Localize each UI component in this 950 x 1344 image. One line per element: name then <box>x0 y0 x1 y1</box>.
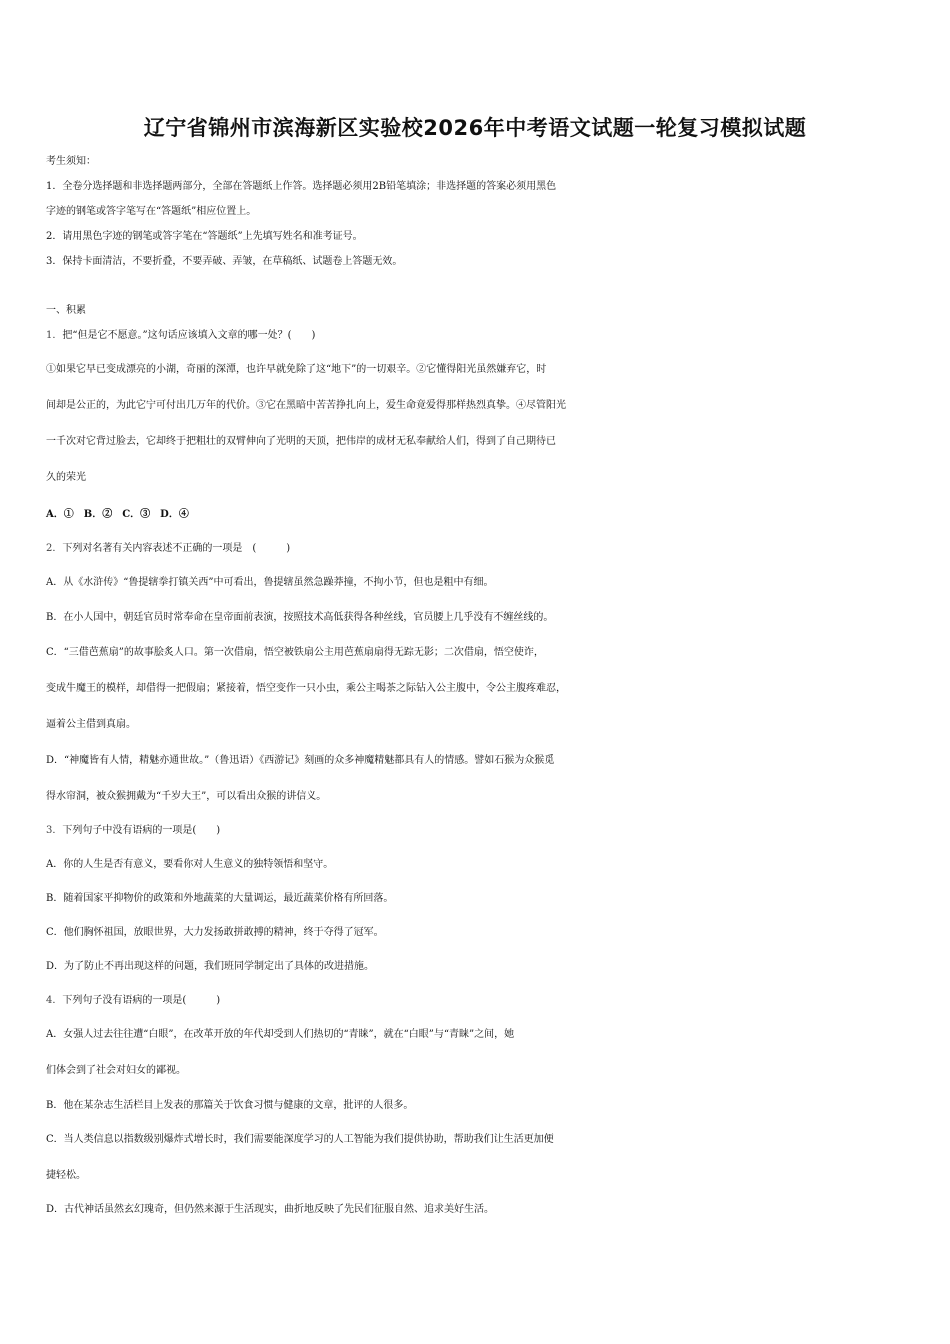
option-c: C．“三借芭蕉扇”的故事脍炙人口。第一次借扇，悟空被铁扇公主用芭蕉扇扇得无踪无影；二次借扇，悟空使诈， <box>46 647 544 658</box>
option-b: B．在小人国中，朝廷官员时常奉命在皇帝面前表演，按照技术高低获得各种丝线，官员腰上几乎没有不缠丝线的。 <box>46 612 554 623</box>
option-d: D．“神魔皆有人情，精魅亦通世故。”（鲁迅语）《西游记》刻画的众多神魔精魅都具有人的情感。譬如石猴为众猴觅 <box>46 755 555 766</box>
option-d: D．为了防止不再出现这样的问题，我们班同学制定出了具体的改进措施。 <box>46 961 375 972</box>
option-a: A．你的人生是否有意义，要看你对人生意义的独特领悟和坚守。 <box>46 859 334 870</box>
option-c-cont: 逼着公主借到真扇。 <box>46 719 136 730</box>
passage-line: 久的荣光 <box>46 472 86 483</box>
notice-heading: 考生须知： <box>46 156 96 167</box>
notice-line: 3．保持卡面清洁，不要折叠，不要弄破、弄皱，在草稿纸、试题卷上答题无效。 <box>46 256 403 267</box>
notice-line: 字迹的钢笔或答字笔写在“答题纸”相应位置上。 <box>46 206 257 217</box>
option-c: C．当人类信息以指数级别爆炸式增长时，我们需要能深度学习的人工智能为我们提供协助，帮助我们让生活更加便 <box>46 1134 554 1145</box>
page-title: 辽宁省锦州市滨海新区实验校2026年中考语文试题一轮复习模拟试题 <box>143 116 807 140</box>
option-d-cont: 得水帘洞，被众猴拥戴为“千岁大王”，可以看出众猴的讲信义。 <box>46 791 327 802</box>
notice-line: 1．全卷分选择题和非选择题两部分，全部在答题纸上作答。选择题必须用2B铅笔填涂；非选择题的答案必须用黑色 <box>46 181 557 192</box>
passage-line: 间却是公正的，为此它宁可付出几万年的代价。③它在黑暗中苦苦挣扎向上，爱生命竟爱得那样热烈真挚。④尽管阳光 <box>46 400 566 411</box>
question-stem: 把“但是它不愿意。”这句话应该填入文章的哪一处？( ) <box>62 330 316 341</box>
passage-line: 一千次对它背过脸去，它却终于把粗壮的双臂伸向了光明的天顶，把伟岸的成材无私奉献给人们，得到了自己期待已 <box>46 436 556 447</box>
passage-line: ①如果它早已变成漂亮的小湖，奇丽的深潭，也许早就免除了这“地下”的一切艰辛。②它懂得阳光虽然嫌弃它，时 <box>46 364 547 375</box>
option-c-cont: 变成牛魔王的模样，却借得一把假扇；紧接着，悟空变作一只小虫，乘公主喝茶之际钻入公主腹中，令公主腹疼难忍， <box>46 683 566 694</box>
question-number: 1． <box>46 330 63 341</box>
question-1 <box>46 325 906 347</box>
question-4 <box>46 990 906 1012</box>
notice-line: 2．请用黑色字迹的钢笔或答字笔在“答题纸”上先填写姓名和准考证号。 <box>46 231 363 242</box>
answer-options: A．① B．② C．③ D．④ <box>46 509 189 520</box>
section-heading: 一、积累 <box>46 305 86 316</box>
option-b: B．他在某杂志生活栏目上发表的那篇关于饮食习惯与健康的文章，批评的人很多。 <box>46 1100 414 1111</box>
question-2 <box>46 538 906 560</box>
option-a: A．女强人过去往往遭“白眼”，在改革开放的年代却受到人们热切的“青睐”，就在“白眼”与“青睐”之间，她 <box>46 1029 515 1040</box>
question-stem: 下列对名著有关内容表述不正确的一项是 ( ) <box>62 543 291 554</box>
option-b: B．随着国家平抑物价的政策和外地蔬菜的大量调运，最近蔬菜价格有所回落。 <box>46 893 394 904</box>
option-c-cont: 捷轻松。 <box>46 1170 86 1181</box>
question-3 <box>46 820 906 842</box>
question-number: 2． <box>46 543 63 554</box>
question-number: 3． <box>46 825 63 836</box>
question-stem: 下列句子没有语病的一项是( ) <box>62 995 221 1006</box>
option-c: C．他们胸怀祖国，放眼世界，大力发扬敢拼敢搏的精神，终于夺得了冠军。 <box>46 927 384 938</box>
question-number: 4． <box>46 995 63 1006</box>
option-a: A．从《水浒传》“鲁提辖拳打镇关西”中可看出，鲁提辖虽然急躁莽撞，不拘小节，但也是粗中有细。 <box>46 577 494 588</box>
option-d: D．古代神话虽然玄幻瑰奇，但仍然来源于生活现实，曲折地反映了先民们征服自然、追求美好生活。 <box>46 1204 495 1215</box>
option-a-cont: 们体会到了社会对妇女的鄙视。 <box>46 1065 186 1076</box>
question-stem: 下列句子中没有语病的一项是( ) <box>62 825 221 836</box>
